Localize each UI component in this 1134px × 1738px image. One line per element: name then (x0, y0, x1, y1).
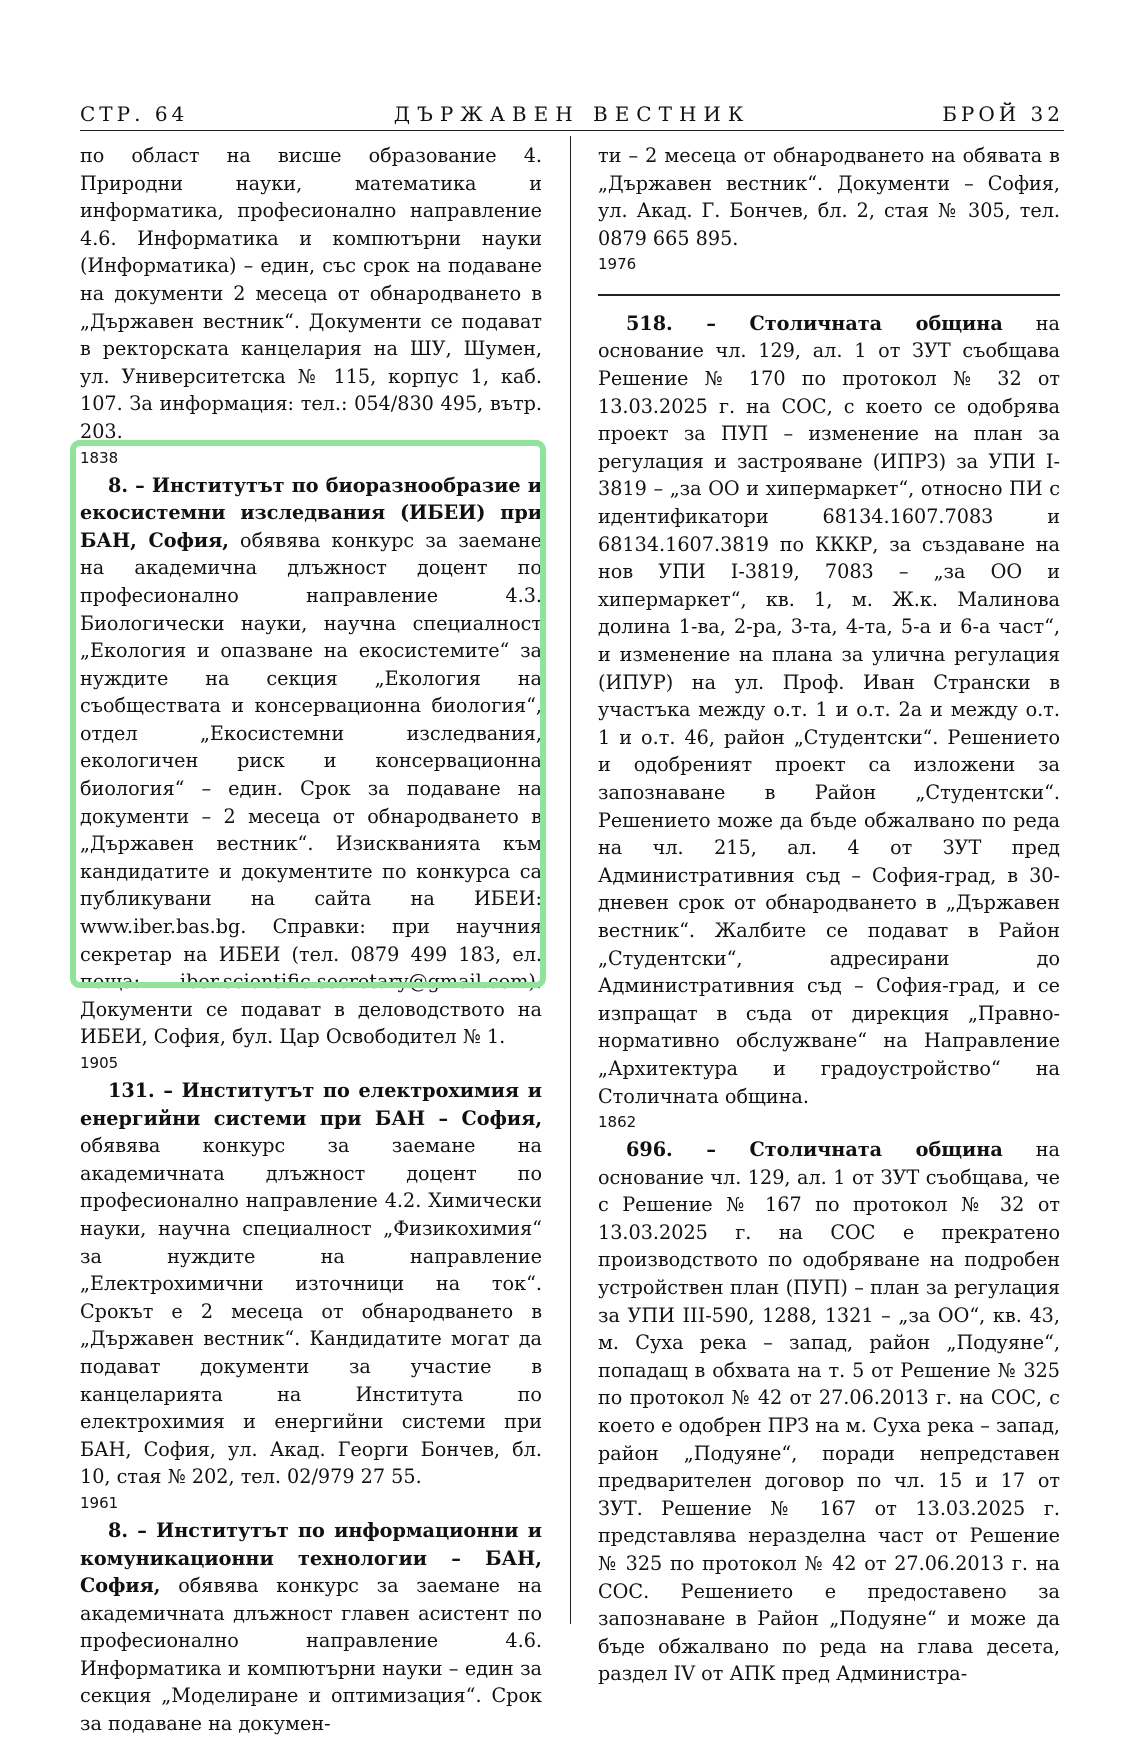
announcement-heading: 518. – Столичната община (626, 311, 1003, 335)
announcement-body: на основание чл. 129, ал. 1 от ЗУТ съобщава, че с Решение № 167 по протокол № 32 от 13.03.2025 г. на СОС е прекратено производството по одобряване на подробен устройствен план (ПУП) – план за регулация за УПИ III-590, 1288, 1321 – „за ОО“, кв. 43, м. Суха река – запад, район „Подуяне“, попадащ в обхвата на т. 5 от Решение № 325 по протокол № 42 от 27.06.2013 г. на СОС, с което е одобрен ПРЗ на м. Суха река – запад, район „Подуяне“, поради непредставен предварителен договор по чл. 15 и 17 от ЗУТ. Решение № 167 от 13.03.2025 г. представлява неразделна част от Решение № 325 по протокол № 42 от 27.06.2013 г. на СОС. Решението е предоставено за запознаване в Район „Подуяне“ и може да бъде обжалвано по реда на глава десета, раздел IV от АПК пред Администра- (598, 1138, 1060, 1686)
announcement-heading: 8. – Институтът по информационни и комуникационни технологии – БАН, София, (80, 1518, 542, 1598)
reference-number: 1838 (80, 448, 119, 467)
reference-number: 1905 (80, 1054, 119, 1072)
announcement-body: обявява конкурс за заемане на академична длъжност доцент по професионално направление 4.3. Биологически науки, научна специалност „Екология и опазване на екосистемите“ за нуждите на секция „Екология на съобществата и консервационна биология“, отдел „Екосистемни изследвания, екологичен риск и консервационна биология“ – един. Срок за подаване на документи – 2 месеца от обнародването в „Държавен вестник“. Изискванията към кандидатите и документите по конкурса са публикувани на сайта на ИБЕИ: www.iber.bas.bg. Справки: при научния секретар на ИБЕИ (тел. 0879 499 183, ел. поща: iber.scientific.secretary@gmail.com). Документи се подават в деловодството на ИБЕИ, София, бул. Цар Освободител № 1. (80, 528, 542, 1049)
page-header (80, 100, 1064, 131)
left-column (80, 142, 542, 1738)
page-number: СТР. 64 (80, 102, 189, 126)
announcement-heading: 131. – Институтът по електрохимия и енергийни системи при БАН – София, (80, 1079, 542, 1130)
reference-number: 1961 (80, 1493, 119, 1512)
announcement-iict (80, 1517, 542, 1738)
announcement-body: обявява конкурс за заемане на академичната длъжност главен асистент по професионално направление 4.6. Информатика и компютърни науки – един за секция „Моделиране и оптимизация“. Срок за подаване на докумен- (80, 1574, 542, 1736)
section-separator (598, 294, 1060, 296)
announcement-518 (598, 310, 1060, 1110)
right-column (598, 142, 1060, 1688)
issue-number: БРОЙ 32 (942, 102, 1064, 126)
continued-text: ти – 2 месеца от обнародването на обявата в „Държавен вестник“. Документи – София, ул. Акад. Г. Бончев, бл. 2, стая № 305, тел. 0879 665 895. (598, 144, 1060, 250)
publication-title: ДЪРЖАВЕН ВЕСТНИК (393, 102, 751, 126)
column-divider (570, 136, 571, 1624)
announcement-electrochemistry (80, 1077, 542, 1491)
announcement-heading: 696. – Столичната община (626, 1138, 1003, 1162)
announcement-body: обявява конкурс за заемане на академичната длъжност доцент по професионално направление 4.2. Химически науки, научна специалност „Физикохимия“ за нуждите на направление „Електрохимични източници на ток“. Срокът е 2 месеца от обнародването в „Държавен вестник“. Кандидатите могат да подават документи за участие в канцеларията на Института по електрохимия и енергийни системи при БАН, София, ул. Акад. Георги Бончев, бл. 10, стая № 202, тел. 02/979 27 55. (80, 1134, 542, 1489)
announcement-body: на основание чл. 129, ал. 1 от ЗУТ съобщава Решение № 170 по протокол № 32 от 13.03.2025 г. на СОС, с което се одобрява проект за ПУП – изменение на план за регулация и застрояване (ИПРЗ) за УПИ I-3819 – „за ОО и хипермаркет“, относно ПИ с идентификатори 68134.1607.7083 и 68134.1607.3819 по КККР, за създаване на нов УПИ I-3819, 7083 – „за ОО и хипермаркет“, кв. 1, м. Ж.к. Малинова долина 1-ва, 2-ра, 3-та, 4-та, 5-а и 6-а част“, и изменение на плана за улична регулация (ИПУР) на ул. Проф. Иван Странски в участъка между о.т. 1 и о.т. 2а и между о.т. 1 и о.т. 46, район „Студентски“. Решението и одобреният проект са изложени за запознаване в Район „Студентски“. Решението може да бъде обжалвано по реда на чл. 215, ал. 4 от ЗУТ пред Административния съд – София-град, в 30-дневен срок от обнародването в „Държавен вестник“. Жалбите се подават в Район „Студентски“, адресирани до Административния съд – София-град, и се изпращат в съда от дирекция „Правно-нормативно обслужване“ на Направление „Архитектура и градоустройство“ на Столичната община. (598, 311, 1060, 1108)
reference-number: 1976 (598, 255, 637, 274)
reference-number: 1862 (598, 1113, 637, 1132)
announcement-ibei (80, 472, 542, 1051)
continued-text: по област на висше образование 4. Природни науки, математика и информатика, професионално направление 4.6. Информатика и компютърни науки (Информатика) – един, със срок на подаване на документи 2 месеца от обнародването в „Държавен вестник“. Документи се подават в ректорската канцелария на ШУ, Шумен, ул. Университетска № 115, корпус 1, каб. 107. За информация: тел.: 054/830 495, вътр. 203. (80, 144, 542, 443)
announcement-696 (598, 1136, 1060, 1688)
announcement-heading: 8. – Институтът по биоразнообразие и екосистемни изследвания (ИБЕИ) при БАН, София, (80, 473, 542, 552)
